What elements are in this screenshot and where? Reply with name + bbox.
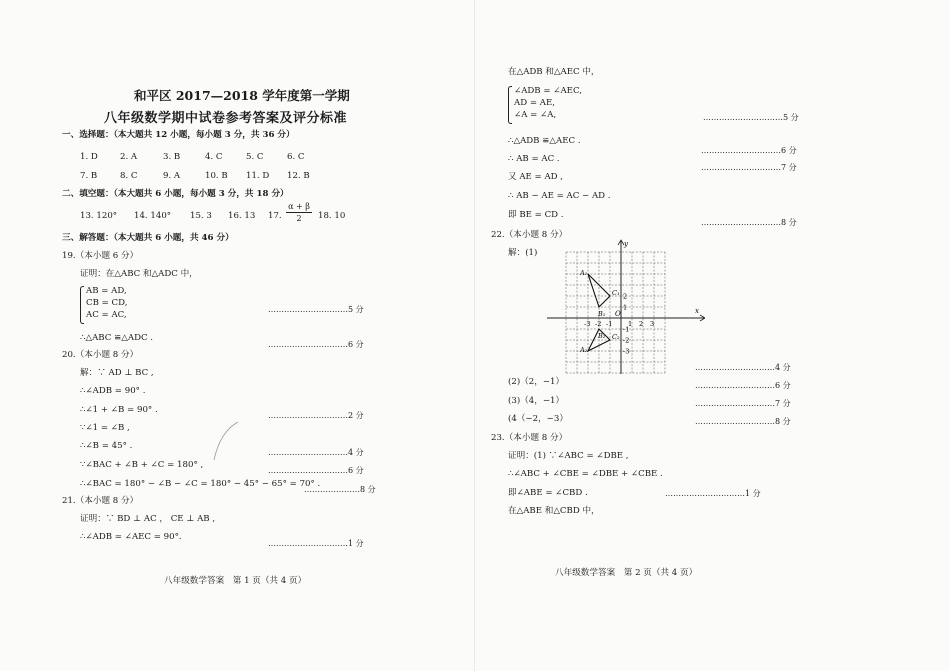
choice-answer: 10. B bbox=[205, 171, 228, 181]
y-tick-label: 1 bbox=[623, 303, 628, 312]
score-marker: …………………………5 分 bbox=[703, 113, 799, 122]
x-tick-label: 1 bbox=[628, 320, 633, 328]
answer-line: (2)（2，−1） bbox=[508, 377, 565, 387]
x-tick-label: -1 bbox=[606, 320, 613, 328]
coordinate-grid-diagram bbox=[545, 238, 705, 374]
choice-answer: 9. A bbox=[163, 171, 181, 181]
proof-line: ∴ AB = AC . bbox=[508, 154, 560, 164]
section-heading-solutions: 三、解答题：（本大题共 6 小题，共 46 分） bbox=[62, 233, 234, 243]
fraction-bar bbox=[286, 212, 312, 213]
fraction-numerator: α + β bbox=[288, 202, 310, 211]
x-axis-label: x bbox=[695, 307, 699, 315]
score-marker: …………………………4 分 bbox=[268, 448, 364, 457]
choice-answers-row-1 bbox=[80, 152, 305, 163]
fill-answer: 14. 140° bbox=[134, 211, 172, 221]
proof-line: ∴△ADB ≌△AEC . bbox=[508, 136, 581, 146]
score-marker: …………………………6 分 bbox=[701, 146, 797, 155]
origin-label: O bbox=[615, 310, 621, 318]
fill-answer: 16. 13 bbox=[228, 211, 256, 221]
section-heading-fill: 二、填空题：（本大题共 6 小题，每小题 3 分，共 18 分） bbox=[62, 189, 289, 199]
y-tick-label: 2 bbox=[623, 292, 628, 301]
question-20-heading: 20.（本小题 8 分） bbox=[62, 350, 139, 360]
proof-condition: AC = AC, bbox=[86, 310, 127, 320]
fill-answer: 13. 120° bbox=[80, 211, 118, 221]
score-marker: …………………………6 分 bbox=[268, 466, 364, 475]
proof-line: 又 AE = AD , bbox=[508, 172, 564, 182]
score-marker: …………………………6 分 bbox=[695, 381, 791, 390]
proof-line: 即 BE = CD . bbox=[508, 210, 564, 220]
proof-line: ∴∠ABC + ∠CBE = ∠DBE + ∠CBE . bbox=[508, 469, 663, 479]
choice-answer: 3. B bbox=[163, 152, 181, 162]
proof-line: 证明：(1) ∵∠ABC = ∠DBE , bbox=[508, 451, 629, 461]
system-brace bbox=[80, 286, 84, 324]
answer-page-2 bbox=[475, 0, 950, 671]
choice-answer: 1. D bbox=[80, 152, 98, 162]
choice-answers-row-2 bbox=[80, 171, 310, 182]
proof-condition: AB = AD, bbox=[86, 286, 127, 296]
score-marker: …………………8 分 bbox=[304, 485, 376, 494]
proof-condition: ∠A = ∠A, bbox=[514, 110, 557, 120]
proof-line: ∴∠ADB = 90° . bbox=[80, 386, 146, 396]
x-tick-label: 3 bbox=[650, 320, 655, 328]
proof-condition: CB = CD, bbox=[86, 298, 128, 308]
score-marker: …………………………7 分 bbox=[701, 163, 797, 172]
answer-line: (3)（4，−1） bbox=[508, 396, 565, 406]
pencil-stroke-mark bbox=[210, 420, 240, 465]
proof-line: 证明：∵ BD ⊥ AC ， CE ⊥ AB , bbox=[80, 514, 216, 524]
x-tick-label: -3 bbox=[584, 320, 591, 328]
y-tick-label: -3 bbox=[623, 347, 630, 356]
choice-answer: 5. C bbox=[246, 152, 264, 162]
choice-answer: 6. C bbox=[287, 152, 305, 162]
score-marker: …………………………1 分 bbox=[268, 539, 364, 548]
point-label-a1: A₁ bbox=[580, 269, 588, 277]
choice-answer: 7. B bbox=[80, 171, 98, 181]
fill-answer: 17. bbox=[268, 211, 282, 221]
answer-key-title: 八年级数学期中试卷参考答案及评分标准 bbox=[104, 111, 348, 126]
score-marker: …………………………7 分 bbox=[695, 399, 791, 408]
proof-line: 在△ABE 和△CBD 中， bbox=[508, 506, 600, 516]
fraction-alpha-beta-over-2 bbox=[286, 202, 312, 223]
system-brace bbox=[508, 86, 512, 124]
proof-line: ∵∠BAC + ∠B + ∠C = 180° , bbox=[80, 460, 204, 470]
proof-condition: AD = AE, bbox=[514, 98, 555, 108]
page-footer: 八年级数学答案 第 2 页（共 4 页） bbox=[555, 568, 698, 578]
proof-line: ∴∠B = 45° . bbox=[80, 441, 133, 451]
proof-line: ∴∠1 + ∠B = 90° . bbox=[80, 405, 158, 415]
choice-answer: 12. B bbox=[287, 171, 310, 181]
score-marker: …………………………6 分 bbox=[268, 340, 364, 349]
answer-line: (4（−2，−3） bbox=[508, 414, 568, 424]
question-23-heading: 23.（本小题 8 分） bbox=[491, 433, 568, 443]
score-marker: …………………………5 分 bbox=[268, 305, 364, 314]
score-marker: …………………………8 分 bbox=[695, 417, 791, 426]
point-label-c2: C₂ bbox=[612, 333, 620, 341]
proof-line: ∵∠1 = ∠B , bbox=[80, 423, 130, 433]
section-heading-choice: 一、选择题：（本大题共 12 小题，每小题 3 分，共 36 分） bbox=[62, 130, 295, 140]
point-label-b1: B₁ bbox=[598, 310, 606, 318]
score-marker: …………………………4 分 bbox=[695, 363, 791, 372]
y-tick-label: -2 bbox=[623, 336, 630, 345]
proof-line: 解：∵ AD ⊥ BC , bbox=[80, 368, 154, 378]
x-tick-label: -2 bbox=[595, 320, 602, 328]
choice-answer: 11. D bbox=[246, 171, 270, 181]
proof-line: 在△ADB 和△AEC 中， bbox=[508, 67, 600, 77]
proof-line: 证明：在△ABC 和△ADC 中， bbox=[80, 269, 198, 279]
fill-answer: 18. 10 bbox=[318, 211, 346, 221]
question-22-heading: 22.（本小题 8 分） bbox=[491, 230, 568, 240]
point-label-b2: B₂ bbox=[598, 332, 606, 340]
y-axis-label: y bbox=[624, 240, 628, 248]
page-footer: 八年级数学答案 第 1 页（共 4 页） bbox=[164, 576, 307, 586]
proof-line: ∴ AB − AE = AC − AD . bbox=[508, 191, 611, 201]
point-label-c1: C₁ bbox=[612, 289, 620, 297]
proof-line: 即∠ABE = ∠CBD . bbox=[508, 488, 588, 498]
proof-line: 解：(1) bbox=[508, 248, 538, 258]
score-marker: …………………………1 分 bbox=[665, 489, 761, 498]
proof-condition: ∠ADB = ∠AEC, bbox=[514, 86, 582, 96]
proof-line: ∴∠BAC = 180° − ∠B − ∠C = 180° − 45° − 65° = 70° . bbox=[80, 479, 321, 489]
fill-answer: 15. 3 bbox=[190, 211, 212, 221]
tick-labels bbox=[584, 293, 654, 356]
question-19-heading: 19.（本小题 6 分） bbox=[62, 251, 139, 261]
question-21-heading: 21.（本小题 8 分） bbox=[62, 496, 139, 506]
score-marker: …………………………2 分 bbox=[268, 411, 364, 420]
x-tick-label: 2 bbox=[639, 320, 644, 328]
choice-answer: 2. A bbox=[120, 152, 138, 162]
point-label-a2: A₂ bbox=[580, 346, 588, 354]
y-tick-label: -1 bbox=[623, 325, 630, 334]
proof-line: ∴∠ADB = ∠AEC = 90°. bbox=[80, 532, 182, 542]
choice-answer: 8. C bbox=[120, 171, 138, 181]
score-marker: …………………………8 分 bbox=[701, 218, 797, 227]
exam-term-title: 和平区 2017—2018 学年度第一学期 bbox=[134, 88, 350, 103]
choice-answer: 4. C bbox=[205, 152, 223, 162]
fraction-denominator: 2 bbox=[296, 214, 302, 223]
proof-line: ∴△ABC ≌△ADC . bbox=[80, 333, 154, 343]
